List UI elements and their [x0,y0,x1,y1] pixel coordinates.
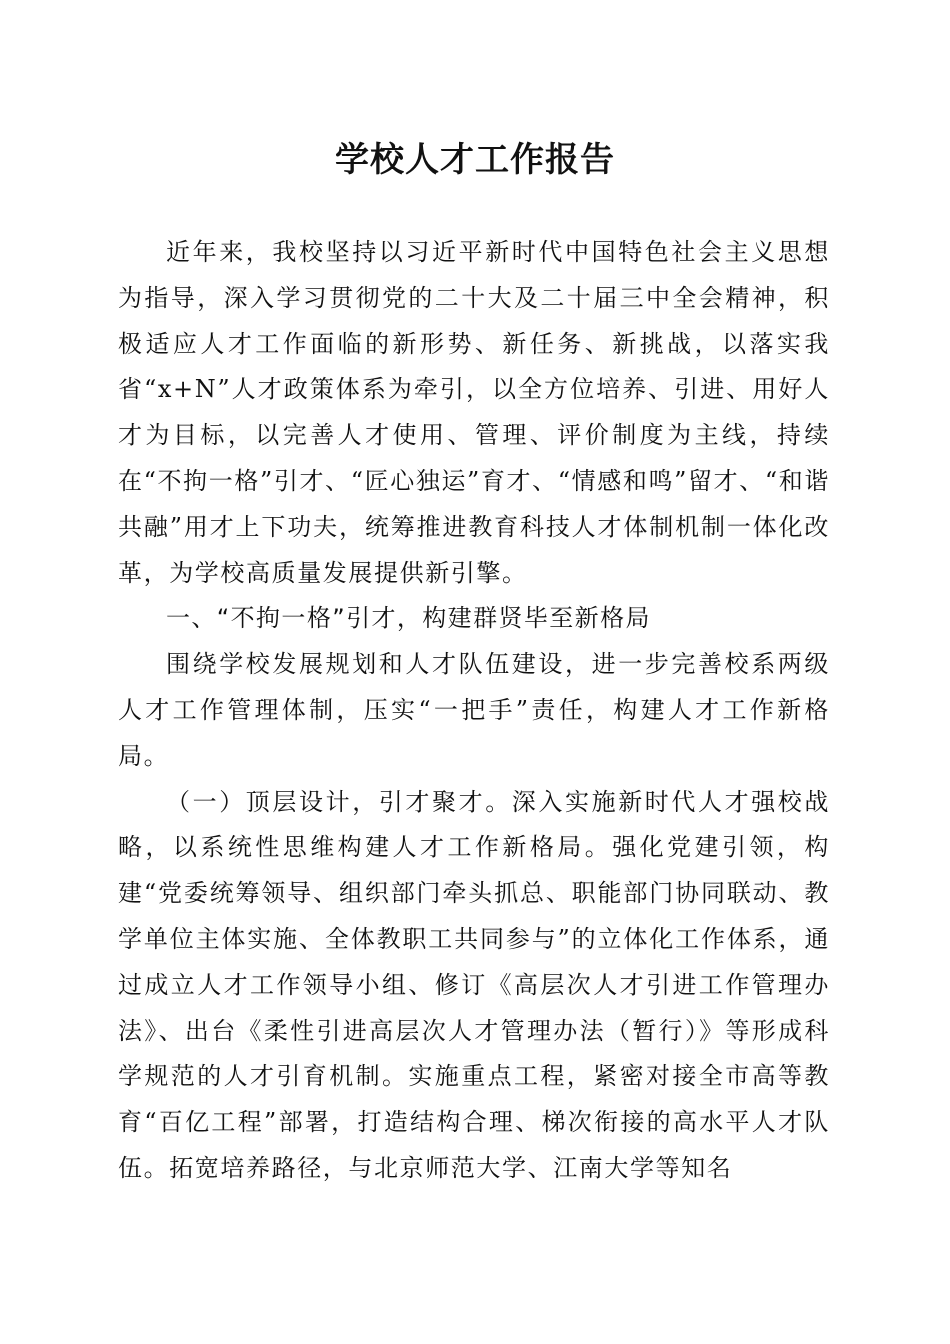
document-body [118,230,830,1192]
subsection-1-paragraph: （一）顶层设计，引才聚才。深入实施新时代人才强校战略，以系统性思维构建人才工作新格局。强化党建引领，构建“党委统筹领导、组织部门牵头抓总、职能部门协同联动、教学单位主体实施、全体教职工共同参与”的立体化工作体系，通过成立人才工作领导小组、修订《高层次人才引进工作管理办法》、出台《柔性引进高层次人才管理办法（暂行）》等形成科学规范的人才引育机制。实施重点工程，紧密对接全市高等教育“百亿工程”部署，打造结构合理、梯次衔接的高水平人才队伍。拓宽培养路径，与北京师范大学、江南大学等知名 [118,787,830,1182]
section-1-paragraph: 围绕学校发展规划和人才队伍建设，进一步完善校系两级人才工作管理体制，压实“一把手”责任，构建人才工作新格局。 [118,650,830,770]
document-title: 学校人才工作报告 [335,140,615,180]
intro-paragraph: 近年来，我校坚持以习近平新时代中国特色社会主义思想为指导，深入学习贯彻党的二十大及二十届三中全会精神，积极适应人才工作面临的新形势、新任务、新挑战，以落实我省“x+N”人才政策体系为牵引，以全方位培养、引进、用好人才为目标，以完善人才使用、管理、评价制度为主线，持续在“不拘一格”引才、“匠心独运”育才、“情感和鸣”留才、“和谐共融”用才上下功夫，统筹推进教育科技人才体制机制一体化改革，为学校高质量发展提供新引擎。 [118,238,830,587]
section-1-heading: 一、“不拘一格”引才，构建群贤毕至新格局 [166,604,651,633]
